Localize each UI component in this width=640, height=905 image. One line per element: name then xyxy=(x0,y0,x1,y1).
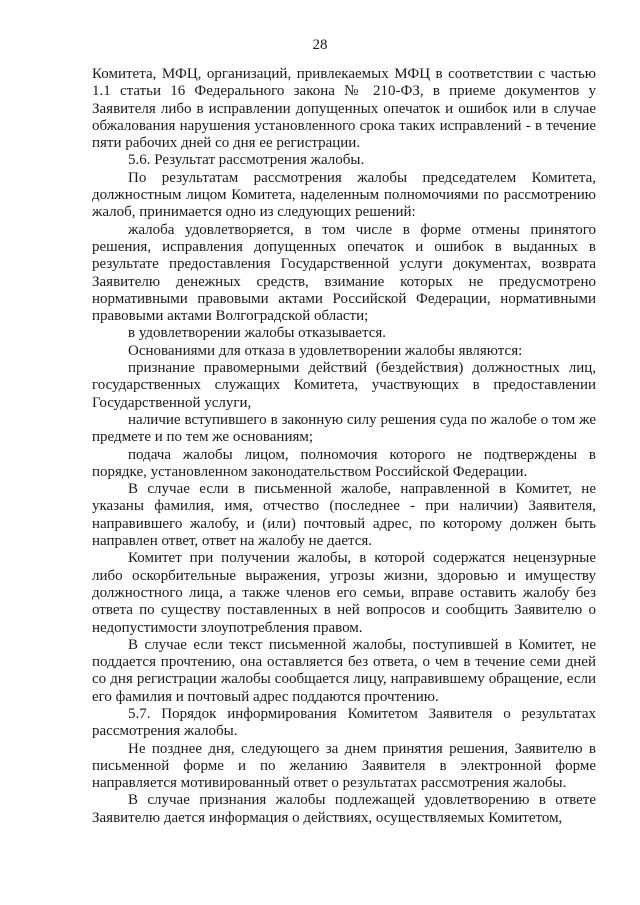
paragraph-12: В случае если текст письменной жалобы, поступившей в Комитет, не поддается прочтению, она оставляется без ответа, о чем в течение семи дней со дня регистрации жалобы сообщается лицу, направившему обращение, если его фамилия и почтовый адрес поддаются прочтению. xyxy=(92,636,596,705)
paragraph-10: В случае если в письменной жалобе, направленной в Комитет, не указаны фамилия, имя, отчество (последнее - при наличии) Заявителя, направившего жалобу, и (или) почтовый адрес, по которому должен быть направлен ответ, ответ на жалобу не дается. xyxy=(92,481,596,550)
paragraph-1: Комитета, МФЦ, организаций, привлекаемых МФЦ в соответствии с частью 1.1 статьи 16 Федерального закона № 210-ФЗ, в приеме документов у Заявителя либо в исправлении допущенных опечаток и ошибок или в случае обжалования нарушения установленного срока таких исправлений - в течение пяти рабочих дней со дня ее регистрации. xyxy=(92,66,596,152)
paragraph-13: 5.7. Порядок информирования Комитетом Заявителя о результатах рассмотрения жалобы. xyxy=(92,705,596,740)
paragraph-8: наличие вступившего в законную силу решения суда по жалобе о том же предмете и по тем же основаниям; xyxy=(92,411,596,446)
paragraph-7: признание правомерными действий (бездействия) должностных лиц, государственных служащих Комитета, участвующих в предоставлении Государственной услуги, xyxy=(92,360,596,411)
paragraph-5: в удовлетворении жалобы отказывается. xyxy=(128,325,386,342)
paragraph-2: 5.6. Результат рассмотрения жалобы. xyxy=(128,152,365,169)
paragraph-15: В случае признания жалобы подлежащей удовлетворению в ответе Заявителю дается информация о действиях, осуществляемых Комитетом, xyxy=(92,792,596,826)
paragraph-9: подача жалобы лицом, полномочия которого не подтверждены в порядке, установленном законодательством Российской Федерации. xyxy=(92,446,596,480)
paragraph-4: жалоба удовлетворяется, в том числе в форме отмены принятого решения, исправления допущенных опечаток и ошибок в выданных в результате предоставления Государственной услуги документах, возврата Заявителю денежных средств, взимание которых не предусмотрено нормативными правовыми актами Российской Федерации, нормативными правовыми актами Волгоградской области; xyxy=(92,221,596,325)
paragraph-11: Комитет при получении жалобы, в которой содержатся нецензурные либо оскорбительные выражения, угрозы жизни, здоровью и имуществу должностного лица, а также членов его семьи, вправе оставить жалобу без ответа по существу поставленных в ней вопросов и сообщить Заявителю о недопустимости злоупотребления правом. xyxy=(92,550,596,636)
document-body xyxy=(92,66,596,827)
paragraph-14: Не позднее дня, следующего за днем принятия решения, Заявителю в письменной форме и по желанию Заявителя в электронной форме направляется мотивированный ответ о результатах рассмотрения жалобы. xyxy=(92,740,596,792)
page-number: 28 xyxy=(312,37,328,53)
paragraph-6: Основаниями для отказа в удовлетворении жалобы являются: xyxy=(128,342,523,359)
paragraph-3: По результатам рассмотрения жалобы председателем Комитета, должностным лицом Комитета, наделенным полномочиями по рассмотрению жалоб, принимается одно из следующих решений: xyxy=(92,169,596,221)
